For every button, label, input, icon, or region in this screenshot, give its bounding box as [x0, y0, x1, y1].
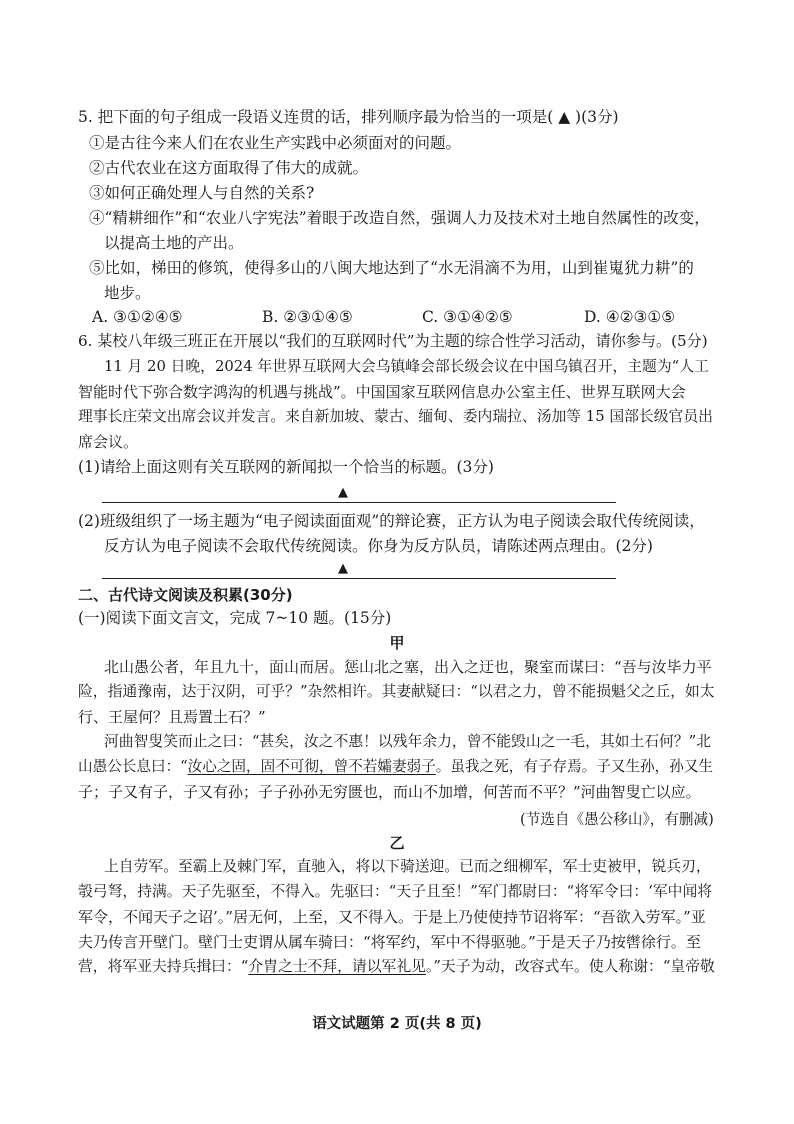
q6-news-line3: 理事长庄荣文出席会议并发言。来自新加坡、蒙古、缅甸、委内瑞拉、汤加等 15 国部长级官员出: [78, 408, 713, 425]
q5-stem: 5. 把下面的句子组成一段语义连贯的话，排列顺序最为恰当的一项是( ▲ )(3分): [78, 108, 619, 126]
yi-line-1: 上自劳军。至霸上及棘门军，直驰入，将以下骑送迎。已而之细柳军，军士吏被甲，锐兵刃，: [104, 858, 711, 875]
jia-line-2: 险，指通豫南，达于汉阴，可乎？”杂然相许。其妻献疑曰：“以君之力，曾不能损魁父之丘，如太: [78, 683, 715, 700]
yi-line-5: [78, 956, 715, 978]
text-yi-label: 乙: [389, 834, 405, 852]
q6-sub1: (1)请给上面这则有关互联网的新闻拟一个恰当的标题。(3分): [78, 458, 494, 476]
q6-sub2-line2: 反方认为电子阅读不会取代传统阅读。你身为反方队员，请陈述两点理由。(2分): [104, 537, 653, 555]
yi-underlined-sentence: 介胄之士不拜，请以军礼见: [248, 958, 426, 975]
yi-line-3: 军令，不闻天子之诏’。”居无何，上至，又不得入。于是上乃使使持节诏将军：“吾欲入劳军。”亚: [78, 908, 706, 926]
q6-news-line1: 11 月 20 日晚，2024 年世界互联网大会乌镇峰会部长级会议在中国乌镇召开，主题为“人工: [104, 358, 709, 375]
answer-line-1[interactable]: [102, 502, 616, 503]
answer-line-2[interactable]: [102, 578, 616, 579]
jia-line-5-post: 。虽我之死，有子存焉。子又生孙，孙又生: [435, 758, 714, 775]
q6-sub2-line1: (2)班级组织了一场主题为“电子阅读面面观”的辩论赛，正方认为电子阅读会取代传统阅读，: [78, 512, 705, 530]
jia-line-1: 北山愚公者，年且九十，面山而居。惩山北之塞，出入之迂也，聚室而谋曰：“吾与汝毕力平: [104, 658, 712, 676]
page-footer: 语文试题第 2 页(共 8 页): [312, 1016, 482, 1032]
q6-stem: 6. 某校八年级三班正在开展以“我们的互联网时代”为主题的综合性学习活动，请你参与。(5分): [78, 332, 708, 350]
yi-line-5-pre: 营，将军亚夫持兵揖曰：“: [78, 958, 249, 975]
q6-news-line4: 席会议。: [78, 433, 139, 451]
yi-line-4: 夫乃传言开壁门。壁门士吏谓从属车骑曰：“将军约，军中不得驱驰。”于是天子乃按辔徐行。至: [78, 933, 701, 951]
q5-sentence-5-line2: 地步。: [104, 284, 151, 302]
yi-line-5-post: 。”天子为动，改容式车。使人称谢：“皇帝敬: [425, 958, 715, 975]
q5-option-c[interactable]: C. ③①④②⑤: [422, 308, 513, 326]
jia-line-5: [78, 756, 713, 778]
yi-line-2: 彀弓弩，持满。天子先驱至，不得入。先驱曰：“天子且至！”军门都尉曰：“将军令曰：‘军中闻将: [78, 883, 713, 900]
text-jia-label: 甲: [389, 634, 405, 652]
section-heading: 二、古代诗文阅读及积累(30分): [78, 586, 293, 604]
answer-mark-1: ▲: [338, 485, 348, 500]
q6-news-line2: 智能时代下弥合数字鸿沟的机遇与挑战”。中国国家互联网信息办公室主任、世界互联网大会: [78, 383, 686, 401]
q5-option-a[interactable]: A. ③①②④⑤: [92, 308, 183, 326]
q5-sentence-4-line1: ④“精耕细作”和“农业八字宪法”着眼于改造自然，强调人力及技术对土地自然属性的改变，: [89, 209, 710, 227]
jia-line-3: 行、王屋何？且焉置土石？”: [78, 708, 266, 726]
jia-line-6: 子；子又有子，子又有孙；子子孙孙无穷匮也，而山不加增，何苦而不平？”河曲智叟亡以应。: [78, 783, 701, 801]
q5-option-d[interactable]: D. ④②③①⑤: [584, 308, 676, 326]
jia-underlined-sentence: 汝心之固，固不可彻，曾不若孀妻弱子: [187, 758, 436, 775]
q5-sentence-4-line2: 以提高土地的产出。: [104, 234, 244, 252]
part-1-instruction: (一)阅读下面文言文，完成 7~10 题。(15分): [78, 609, 392, 627]
q5-sentence-3: ③如何正确处理人与自然的关系?: [89, 184, 315, 202]
jia-line-5-pre: 山愚公长息曰：“: [78, 758, 188, 775]
jia-source: (节选自《愚公移山》，有删减): [520, 811, 714, 828]
q5-sentence-1: ①是古往今来人们在农业生产实践中必须面对的问题。: [89, 134, 462, 152]
jia-line-4: 河曲智叟笑而止之曰：“甚矣，汝之不惠！以残年余力，曾不能毁山之一毛，其如土石何？”北: [104, 733, 712, 750]
q5-sentence-2: ②古代农业在这方面取得了伟大的成就。: [89, 159, 369, 177]
q5-option-b[interactable]: B. ②③①④⑤: [262, 308, 353, 326]
answer-mark-2: ▲: [338, 561, 348, 576]
q5-sentence-5-line1: ⑤比如，梯田的修筑，使得多山的八闽大地达到了“水无涓滴不为用，山到崔嵬犹力耕”的: [89, 259, 694, 277]
